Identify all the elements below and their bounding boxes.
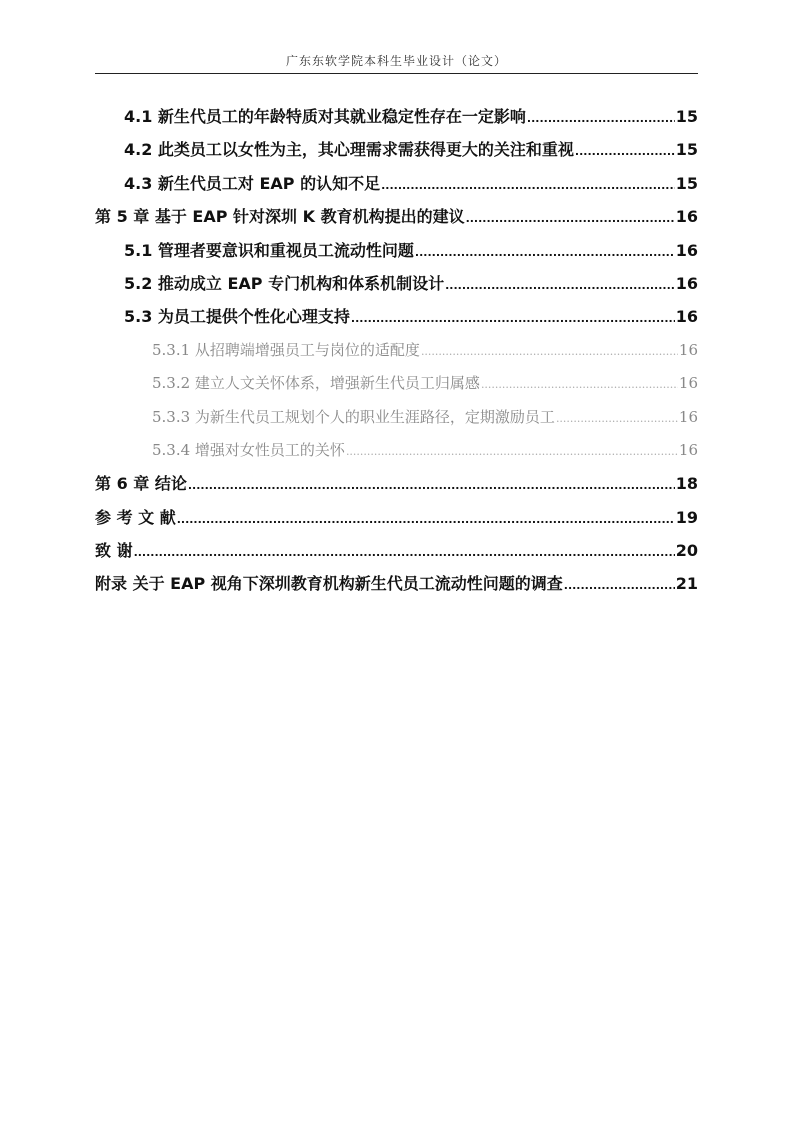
toc-leader-dots [415, 236, 675, 269]
toc-entry-page: 16 [675, 273, 698, 293]
toc-leader-dots [445, 269, 675, 302]
toc-entry-page: 15 [675, 173, 698, 193]
toc-entry-title: 5.3.4 增强对女性员工的关怀 [152, 440, 345, 459]
toc-subentry[interactable] [95, 401, 698, 434]
toc-entry-title: 4.1 新生代员工的年龄特质对其就业稳定性存在一定影响 [124, 107, 526, 126]
toc-chapter-entry[interactable] [95, 567, 698, 600]
toc-entry-page: 16 [675, 240, 698, 260]
toc-leader-dots [351, 302, 675, 335]
toc-chapter-entry[interactable] [95, 501, 698, 534]
header-divider [95, 73, 698, 74]
toc-leader-dots [188, 469, 675, 502]
toc-entry-page: 16 [678, 340, 698, 359]
toc-leader-dots [481, 368, 678, 401]
toc-leader-dots [381, 169, 675, 202]
toc-subentry[interactable] [95, 434, 698, 467]
toc-leader-dots [556, 402, 678, 435]
toc-leader-dots [527, 102, 675, 135]
toc-entry[interactable] [95, 167, 698, 200]
toc-entry-page: 19 [675, 507, 698, 527]
toc-entry-title: 5.3.2 建立人文关怀体系，增强新生代员工归属感 [152, 374, 480, 393]
toc-chapter-entry[interactable] [95, 200, 698, 233]
toc-leader-dots [346, 435, 678, 468]
toc-leader-dots [466, 202, 675, 235]
page-header: 广东东软学院本科生毕业设计（论文） [285, 54, 507, 68]
toc-entry-title: 附录 关于 EAP 视角下深圳教育机构新生代员工流动性问题的调查 [95, 574, 563, 594]
toc-entry-page: 16 [675, 307, 698, 327]
toc-entry-page: 20 [675, 541, 698, 561]
toc-entry-title: 5.1 管理者要意识和重视员工流动性问题 [124, 240, 414, 260]
toc-chapter-entry[interactable] [95, 534, 698, 567]
table-of-contents [95, 100, 698, 601]
toc-entry-title: 第 6 章 结论 [95, 474, 187, 494]
toc-entry[interactable] [95, 133, 698, 166]
toc-subentry[interactable] [95, 334, 698, 367]
toc-entry-title: 5.3.1 从招聘端增强员工与岗位的适配度 [152, 340, 420, 359]
toc-entry-page: 16 [678, 407, 698, 426]
toc-entry-title: 5.3 为员工提供个性化心理支持 [124, 307, 350, 327]
toc-entry[interactable] [95, 300, 698, 333]
toc-chapter-entry[interactable] [95, 467, 698, 500]
toc-entry-title: 5.3.3 为新生代员工规划个人的职业生涯路径，定期激励员工 [152, 407, 555, 426]
toc-entry[interactable] [95, 267, 698, 300]
toc-subentry[interactable] [95, 367, 698, 400]
toc-entry-title: 5.2 推动成立 EAP 专门机构和体系机制设计 [124, 273, 445, 293]
toc-entry-page: 16 [678, 440, 698, 459]
toc-entry[interactable] [95, 100, 698, 133]
toc-leader-dots [575, 135, 675, 168]
toc-entry-title: 参 考 文 献 [95, 507, 176, 527]
toc-leader-dots [421, 335, 678, 368]
toc-leader-dots [134, 536, 675, 569]
toc-entry-title: 致 谢 [95, 541, 133, 561]
toc-entry-title: 第 5 章 基于 EAP 针对深圳 K 教育机构提出的建议 [95, 207, 465, 227]
toc-entry-title: 4.3 新生代员工对 EAP 的认知不足 [124, 173, 381, 193]
toc-entry-page: 21 [675, 574, 698, 594]
toc-entry-page: 16 [675, 207, 698, 227]
toc-entry-title: 4.2 此类员工以女性为主，其心理需求需获得更大的关注和重视 [124, 140, 574, 160]
toc-entry-page: 18 [675, 474, 698, 494]
toc-entry[interactable] [95, 234, 698, 267]
toc-leader-dots [177, 503, 675, 536]
toc-entry-page: 16 [678, 374, 698, 393]
toc-entry-page: 15 [675, 107, 698, 126]
toc-leader-dots [564, 569, 675, 602]
toc-entry-page: 15 [675, 140, 698, 160]
